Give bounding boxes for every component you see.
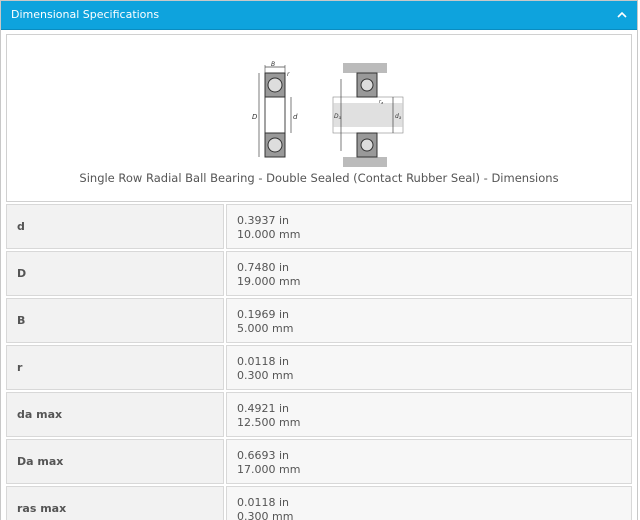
spec-value bbox=[226, 298, 632, 343]
spec-value bbox=[226, 486, 632, 520]
label-da: da bbox=[395, 113, 402, 120]
spec-label: r bbox=[6, 345, 224, 390]
bearing-cross-section bbox=[259, 65, 291, 157]
label-d: d bbox=[293, 113, 298, 121]
spec-label: da max bbox=[6, 392, 224, 437]
label-Da: Da bbox=[334, 113, 342, 120]
label-B: B bbox=[271, 61, 276, 68]
spec-value-in: 0.0118 in bbox=[237, 496, 290, 509]
panel-title: Dimensional Specifications bbox=[11, 8, 160, 21]
spec-value-in: 0.1969 in bbox=[237, 308, 290, 321]
label-ra: $r_a$ bbox=[379, 99, 384, 105]
spec-value-in: 0.7480 in bbox=[237, 261, 290, 274]
spec-value-mm: 19.000 mm bbox=[237, 275, 301, 288]
spec-value bbox=[226, 439, 632, 484]
table-row bbox=[6, 439, 632, 484]
label-r: r bbox=[287, 71, 290, 78]
spec-value-mm: 10.000 mm bbox=[237, 228, 301, 241]
spec-label: B bbox=[6, 298, 224, 343]
spec-value-in: 0.6693 in bbox=[237, 449, 290, 462]
spec-label: Da max bbox=[6, 439, 224, 484]
spec-label: D bbox=[6, 251, 224, 296]
spec-value-mm: 0.300 mm bbox=[237, 369, 294, 382]
spec-value-in: 0.3937 in bbox=[237, 214, 290, 227]
table-row bbox=[6, 392, 632, 437]
spec-value-mm: 12.500 mm bbox=[237, 416, 301, 429]
spec-value bbox=[226, 392, 632, 437]
spec-value-in: 0.0118 in bbox=[237, 355, 290, 368]
spec-label: d bbox=[6, 204, 224, 249]
chevron-up-icon[interactable] bbox=[615, 8, 629, 22]
table-row bbox=[6, 486, 632, 520]
diagram-caption: Single Row Radial Ball Bearing - Double Sealed (Contact Rubber Seal) - Dimensions bbox=[79, 171, 559, 185]
spec-value-in: 0.4921 in bbox=[237, 402, 290, 415]
spec-label: ras max bbox=[6, 486, 224, 520]
spec-value bbox=[226, 251, 632, 296]
spec-value-mm: 0.300 mm bbox=[237, 510, 294, 520]
specifications-table bbox=[6, 204, 632, 520]
table-row bbox=[6, 251, 632, 296]
bearing-diagram-box bbox=[6, 34, 632, 202]
spec-value-mm: 5.000 mm bbox=[237, 322, 294, 335]
bearing-dimension-diagram bbox=[243, 61, 413, 169]
table-row bbox=[6, 298, 632, 343]
table-row bbox=[6, 204, 632, 249]
mounted-bearing-section bbox=[333, 63, 403, 167]
table-row bbox=[6, 345, 632, 390]
spec-value bbox=[226, 345, 632, 390]
label-D: D bbox=[252, 113, 258, 121]
panel-header[interactable] bbox=[1, 1, 637, 30]
spec-value bbox=[226, 204, 632, 249]
spec-value-mm: 17.000 mm bbox=[237, 463, 301, 476]
